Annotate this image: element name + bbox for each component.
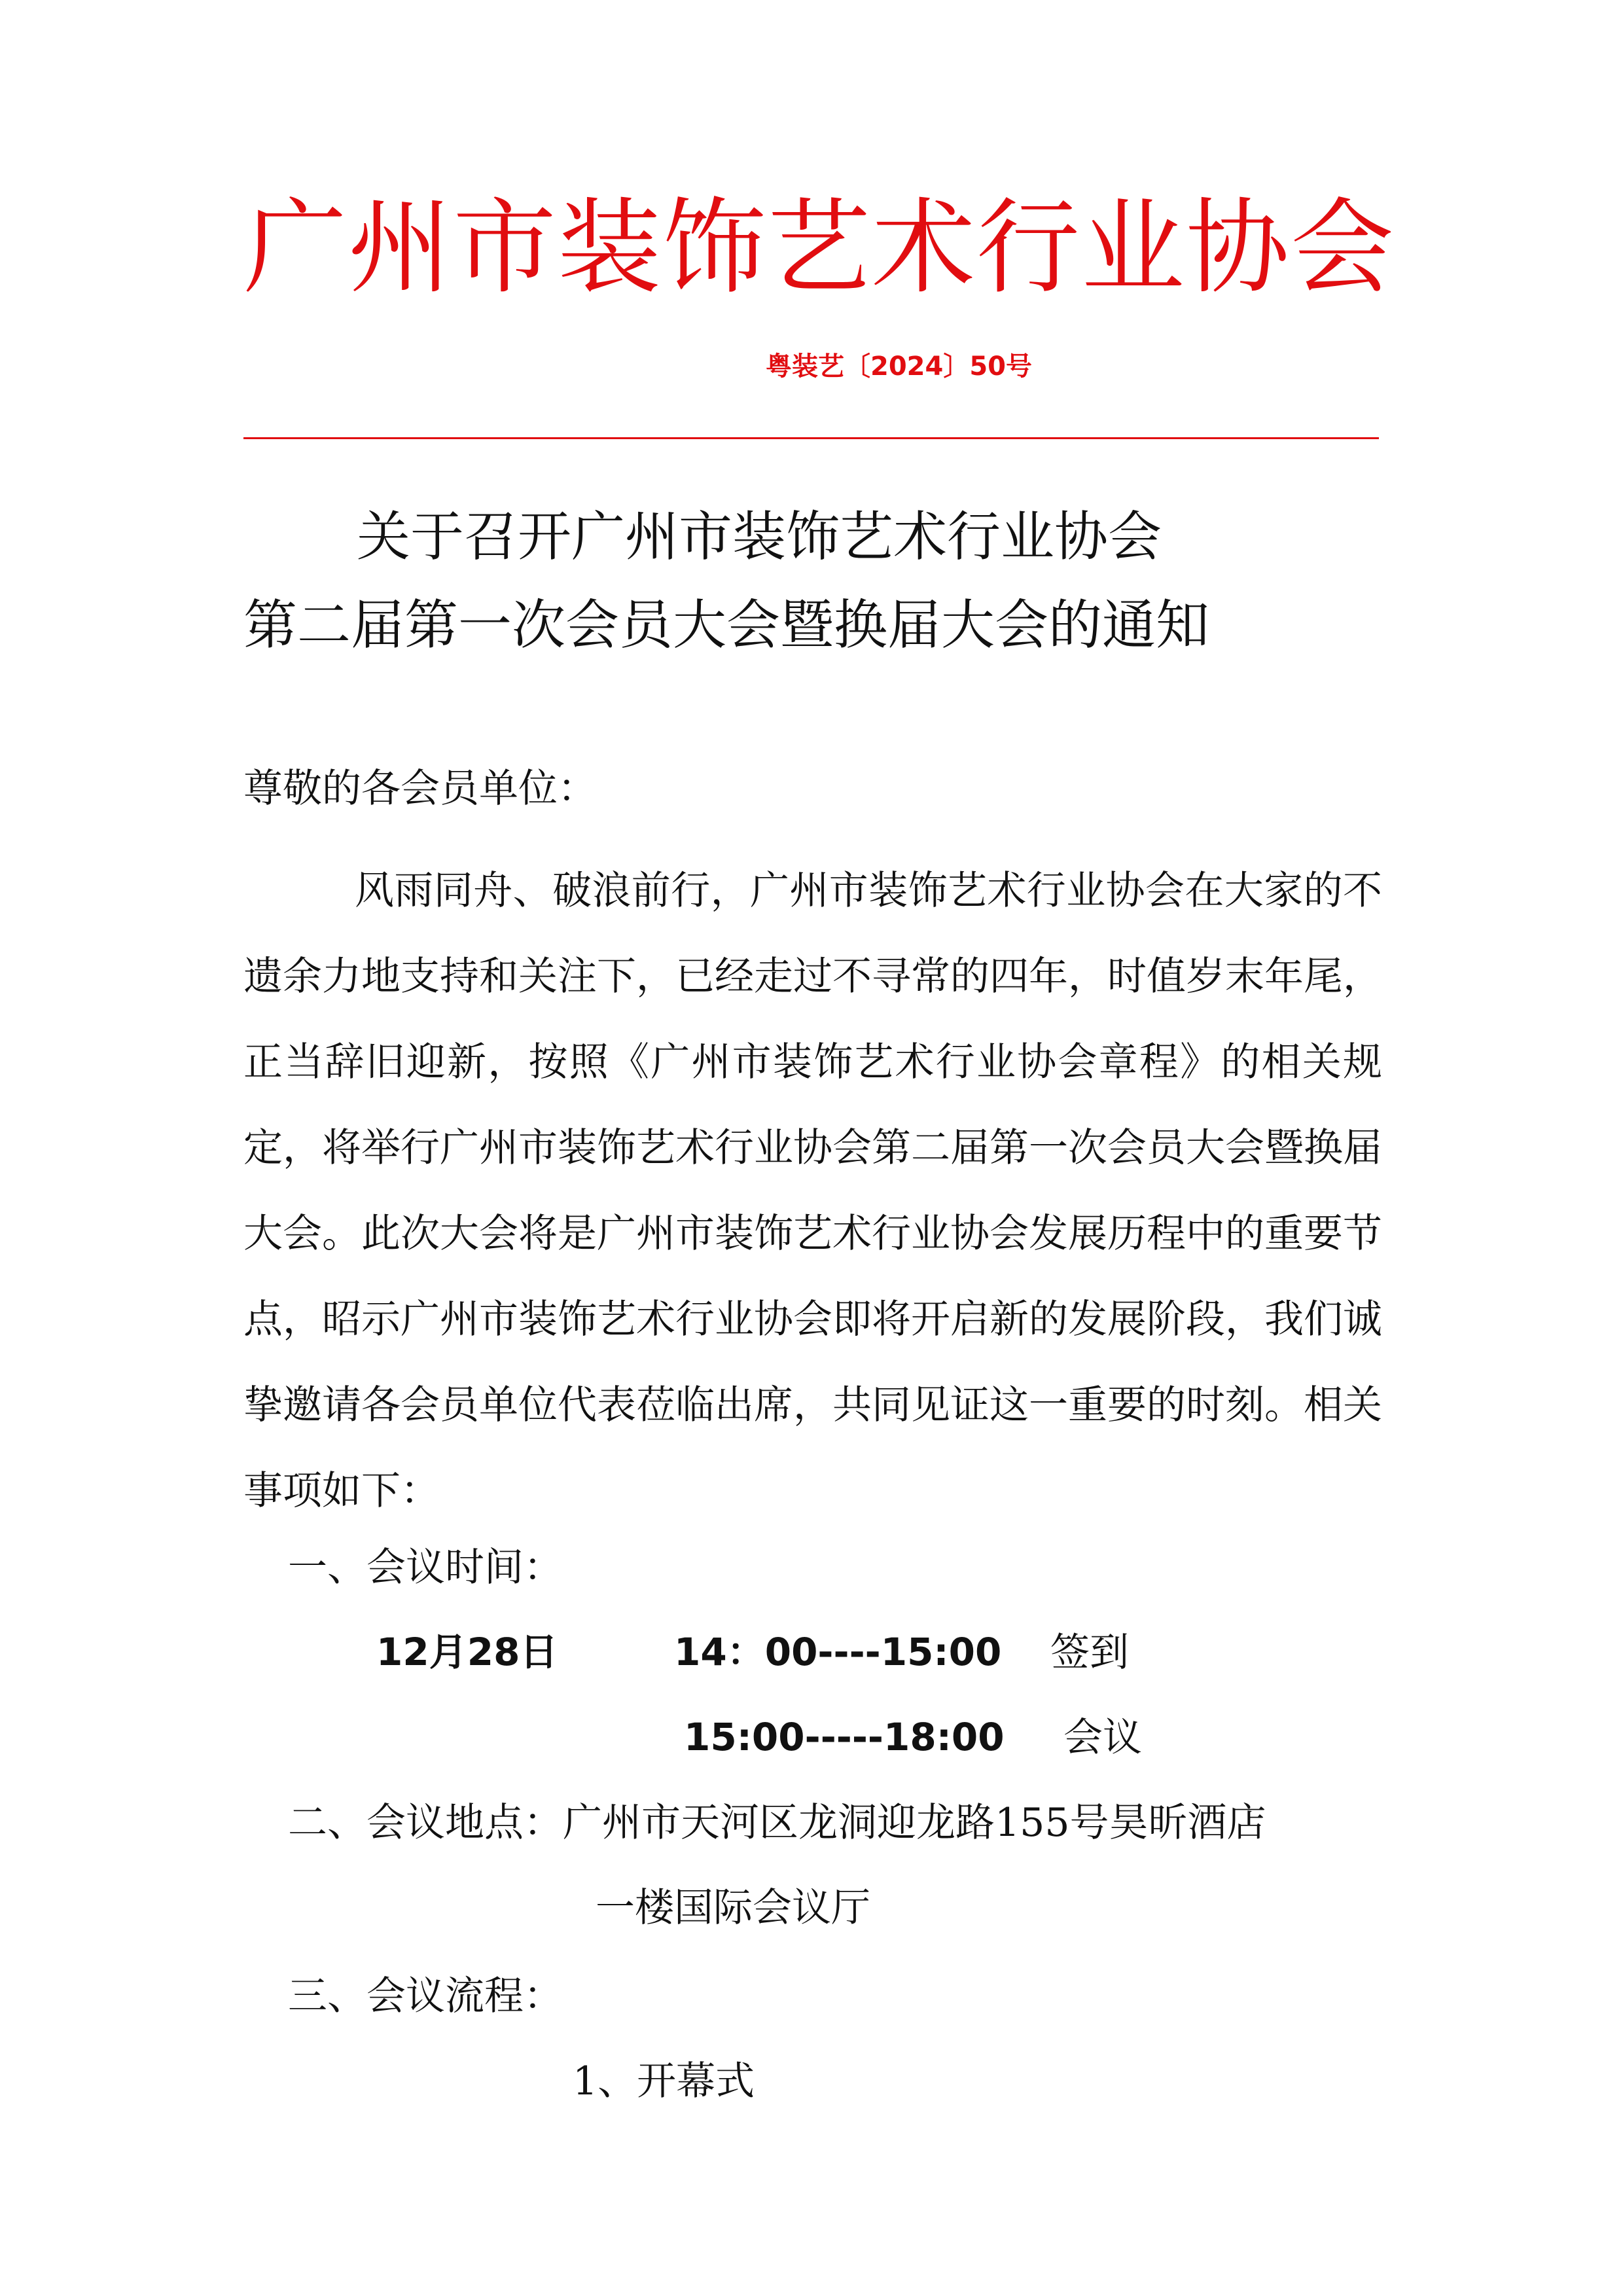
meeting-time: 15:00-----18:00 — [684, 1715, 1005, 1759]
notice-title-line-2: 第二届第一次会员大会暨换届大会的通知 — [243, 594, 1210, 656]
notice-title-line-1: 关于召开广州市装饰艺术行业协会 — [357, 506, 1162, 568]
venue-address: 广州市天河区龙洞迎龙路155号昊昕酒店 — [563, 1800, 1266, 1846]
meeting-label: 会议 — [1063, 1715, 1142, 1761]
letterhead-org-name: 广州市装饰艺术行业协会 — [243, 188, 1395, 308]
meeting-date: 12月28日 — [376, 1630, 558, 1674]
signin-label: 签到 — [1050, 1630, 1129, 1676]
section-venue — [288, 1800, 1266, 1846]
salutation: 尊敬的各会员单位： — [243, 766, 597, 812]
section-time-heading: 一、会议时间： — [288, 1545, 563, 1590]
letterhead-divider — [243, 437, 1379, 439]
intro-paragraph: 风雨同舟、破浪前行，广州市装饰艺术行业协会在大家的不遗余力地支持和关注下，已经走过不寻常的四年，时值岁末年尾，正当辞旧迎新，按照《广州市装饰艺术行业协会章程》的相关规定，将举行广州市装饰艺术行业协会第二届第一次会员大会暨换届大会。此次大会将是广州市装饰艺术行业协会发展历程中的重要节点，昭示广州市装饰艺术行业协会即将开启新的发展阶段，我们诚挚邀请各会员单位代表莅临出席，共同见证这一重要的时刻。相关事项如下： — [243, 868, 1382, 1514]
section-agenda-heading: 三、会议流程： — [288, 1973, 563, 2019]
venue-room: 一楼国际会议厅 — [596, 1885, 870, 1931]
agenda-step-1: 1、开幕式 — [573, 2058, 755, 2104]
signin-time: 14：00----15:00 — [674, 1630, 1002, 1674]
section-venue-heading: 二、会议地点： — [288, 1800, 563, 1846]
document-number: 粤装艺〔2024〕50号 — [766, 351, 1032, 382]
